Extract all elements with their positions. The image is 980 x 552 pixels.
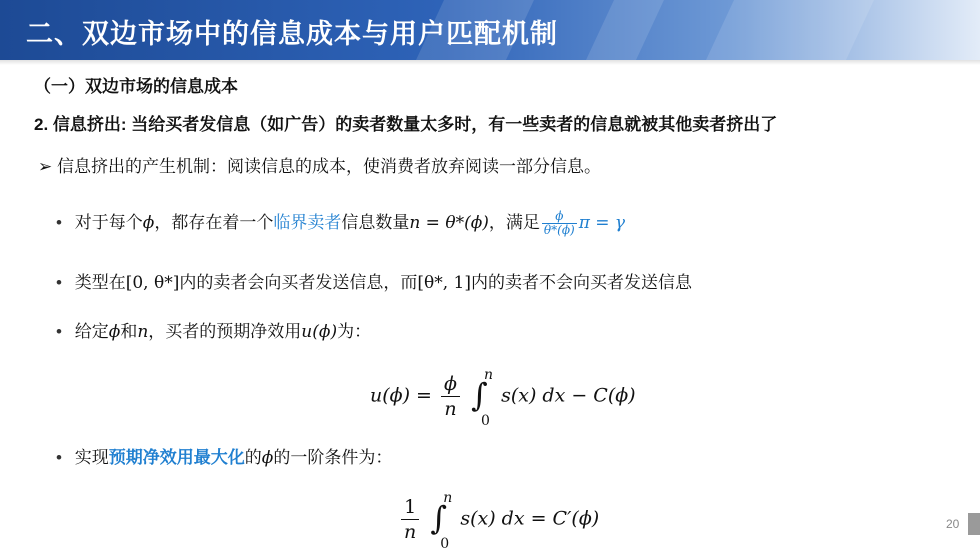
bullet-text: 信息数量 (341, 213, 410, 232)
integral-sign: ∫ (430, 498, 447, 537)
formula-lhs: u(ϕ) = (370, 384, 432, 407)
integral-lower-bound: 0 (440, 535, 450, 552)
fraction-numerator: 1 (401, 495, 419, 520)
fraction-numerator: ϕ (441, 372, 460, 397)
math-phi: ϕ (108, 322, 121, 342)
bullet-text: ，都存在着一个 (154, 213, 274, 232)
fraction-numerator: ϕ (542, 210, 577, 224)
mechanism-text: 信息挤出的产生机制：阅读信息的成本，使消费者放弃阅读一部分信息。 (56, 157, 601, 176)
bullet-text: 和 (120, 322, 138, 341)
math-phi: ϕ (142, 213, 155, 233)
bullet-text: ，满足 (488, 213, 540, 232)
inline-fraction (542, 210, 577, 237)
bullet-text: 为： (337, 322, 372, 341)
bullet-text: 的一阶条件为： (273, 448, 393, 467)
bullet-text: 的 (244, 448, 262, 467)
bullet-expected-utility (56, 317, 371, 342)
formula-fraction (441, 372, 460, 421)
math-interval-high: [θ*, 1] (417, 273, 471, 293)
arrow-bullet-icon: ➢ (38, 157, 53, 176)
page-number-bar (968, 513, 980, 535)
bullet-dot-icon: • (56, 322, 62, 341)
math-interval-low: [0, θ*] (125, 273, 180, 293)
subtitle: 2. 信息挤出: 当给买者发信息（如广告）的卖者数量太多时，有一些卖者的信息就被其他卖者挤出了 (34, 115, 778, 134)
bullet-dot-icon: • (56, 448, 62, 467)
formula-rhs: s(x) dx − C(ϕ) (501, 384, 636, 407)
bullet-dot-icon: • (56, 213, 62, 232)
formula-expected-utility (370, 366, 636, 429)
mechanism-line (38, 152, 601, 177)
header-shadow (0, 60, 980, 65)
bullet-text: 类型在 (74, 273, 126, 292)
math-u-phi: u(ϕ) (301, 322, 338, 342)
integral-upper-bound: n (443, 489, 453, 506)
bullet-text: 内的卖者会向买者发送信息，而 (179, 273, 418, 292)
fraction-denominator: n (444, 398, 457, 420)
integral-lower-bound: 0 (481, 412, 490, 429)
integral-upper-bound: n (484, 366, 494, 383)
math-pi-equals-gamma: π = γ (578, 213, 626, 233)
integral-symbol (469, 366, 495, 429)
header-banner (0, 0, 980, 60)
bullet-text: 内的卖者不会向买者发送信息 (470, 273, 692, 292)
integral-sign: ∫ (471, 375, 488, 414)
page-number: 20 (946, 517, 960, 531)
highlight-maximize-utility: 预期净效用最大化 (108, 448, 245, 467)
bullet-seller-types (56, 268, 692, 293)
bullet-dot-icon: • (56, 273, 62, 292)
bullet-text: 实现 (74, 448, 109, 467)
formula-fraction (401, 495, 419, 544)
formula-rhs: s(x) dx = C′(ϕ) (460, 507, 600, 530)
math-n-equals-theta: n = θ*(ϕ) (409, 213, 489, 233)
bullet-first-order-condition (56, 443, 392, 468)
bullet-text: 对于每个 (74, 213, 143, 232)
math-n: n (137, 322, 149, 342)
bullet-critical-seller (56, 208, 625, 237)
integral-symbol (428, 489, 454, 552)
bullet-text: ，买者的预期净效用 (148, 322, 302, 341)
math-phi: ϕ (261, 448, 274, 468)
highlight-critical-seller: 临界卖者 (273, 213, 342, 232)
slide-title: 二、双边市场中的信息成本与用户匹配机制 (26, 19, 558, 49)
header-decor-streak (706, 0, 874, 60)
fraction-denominator: n (404, 521, 417, 543)
bullet-text: 给定 (74, 322, 109, 341)
header-decor-streak (586, 0, 664, 60)
fraction-denominator: θ*(ϕ) (543, 223, 575, 238)
formula-first-order-condition (398, 489, 600, 552)
section-title: （一）双边市场的信息成本 (34, 77, 238, 96)
